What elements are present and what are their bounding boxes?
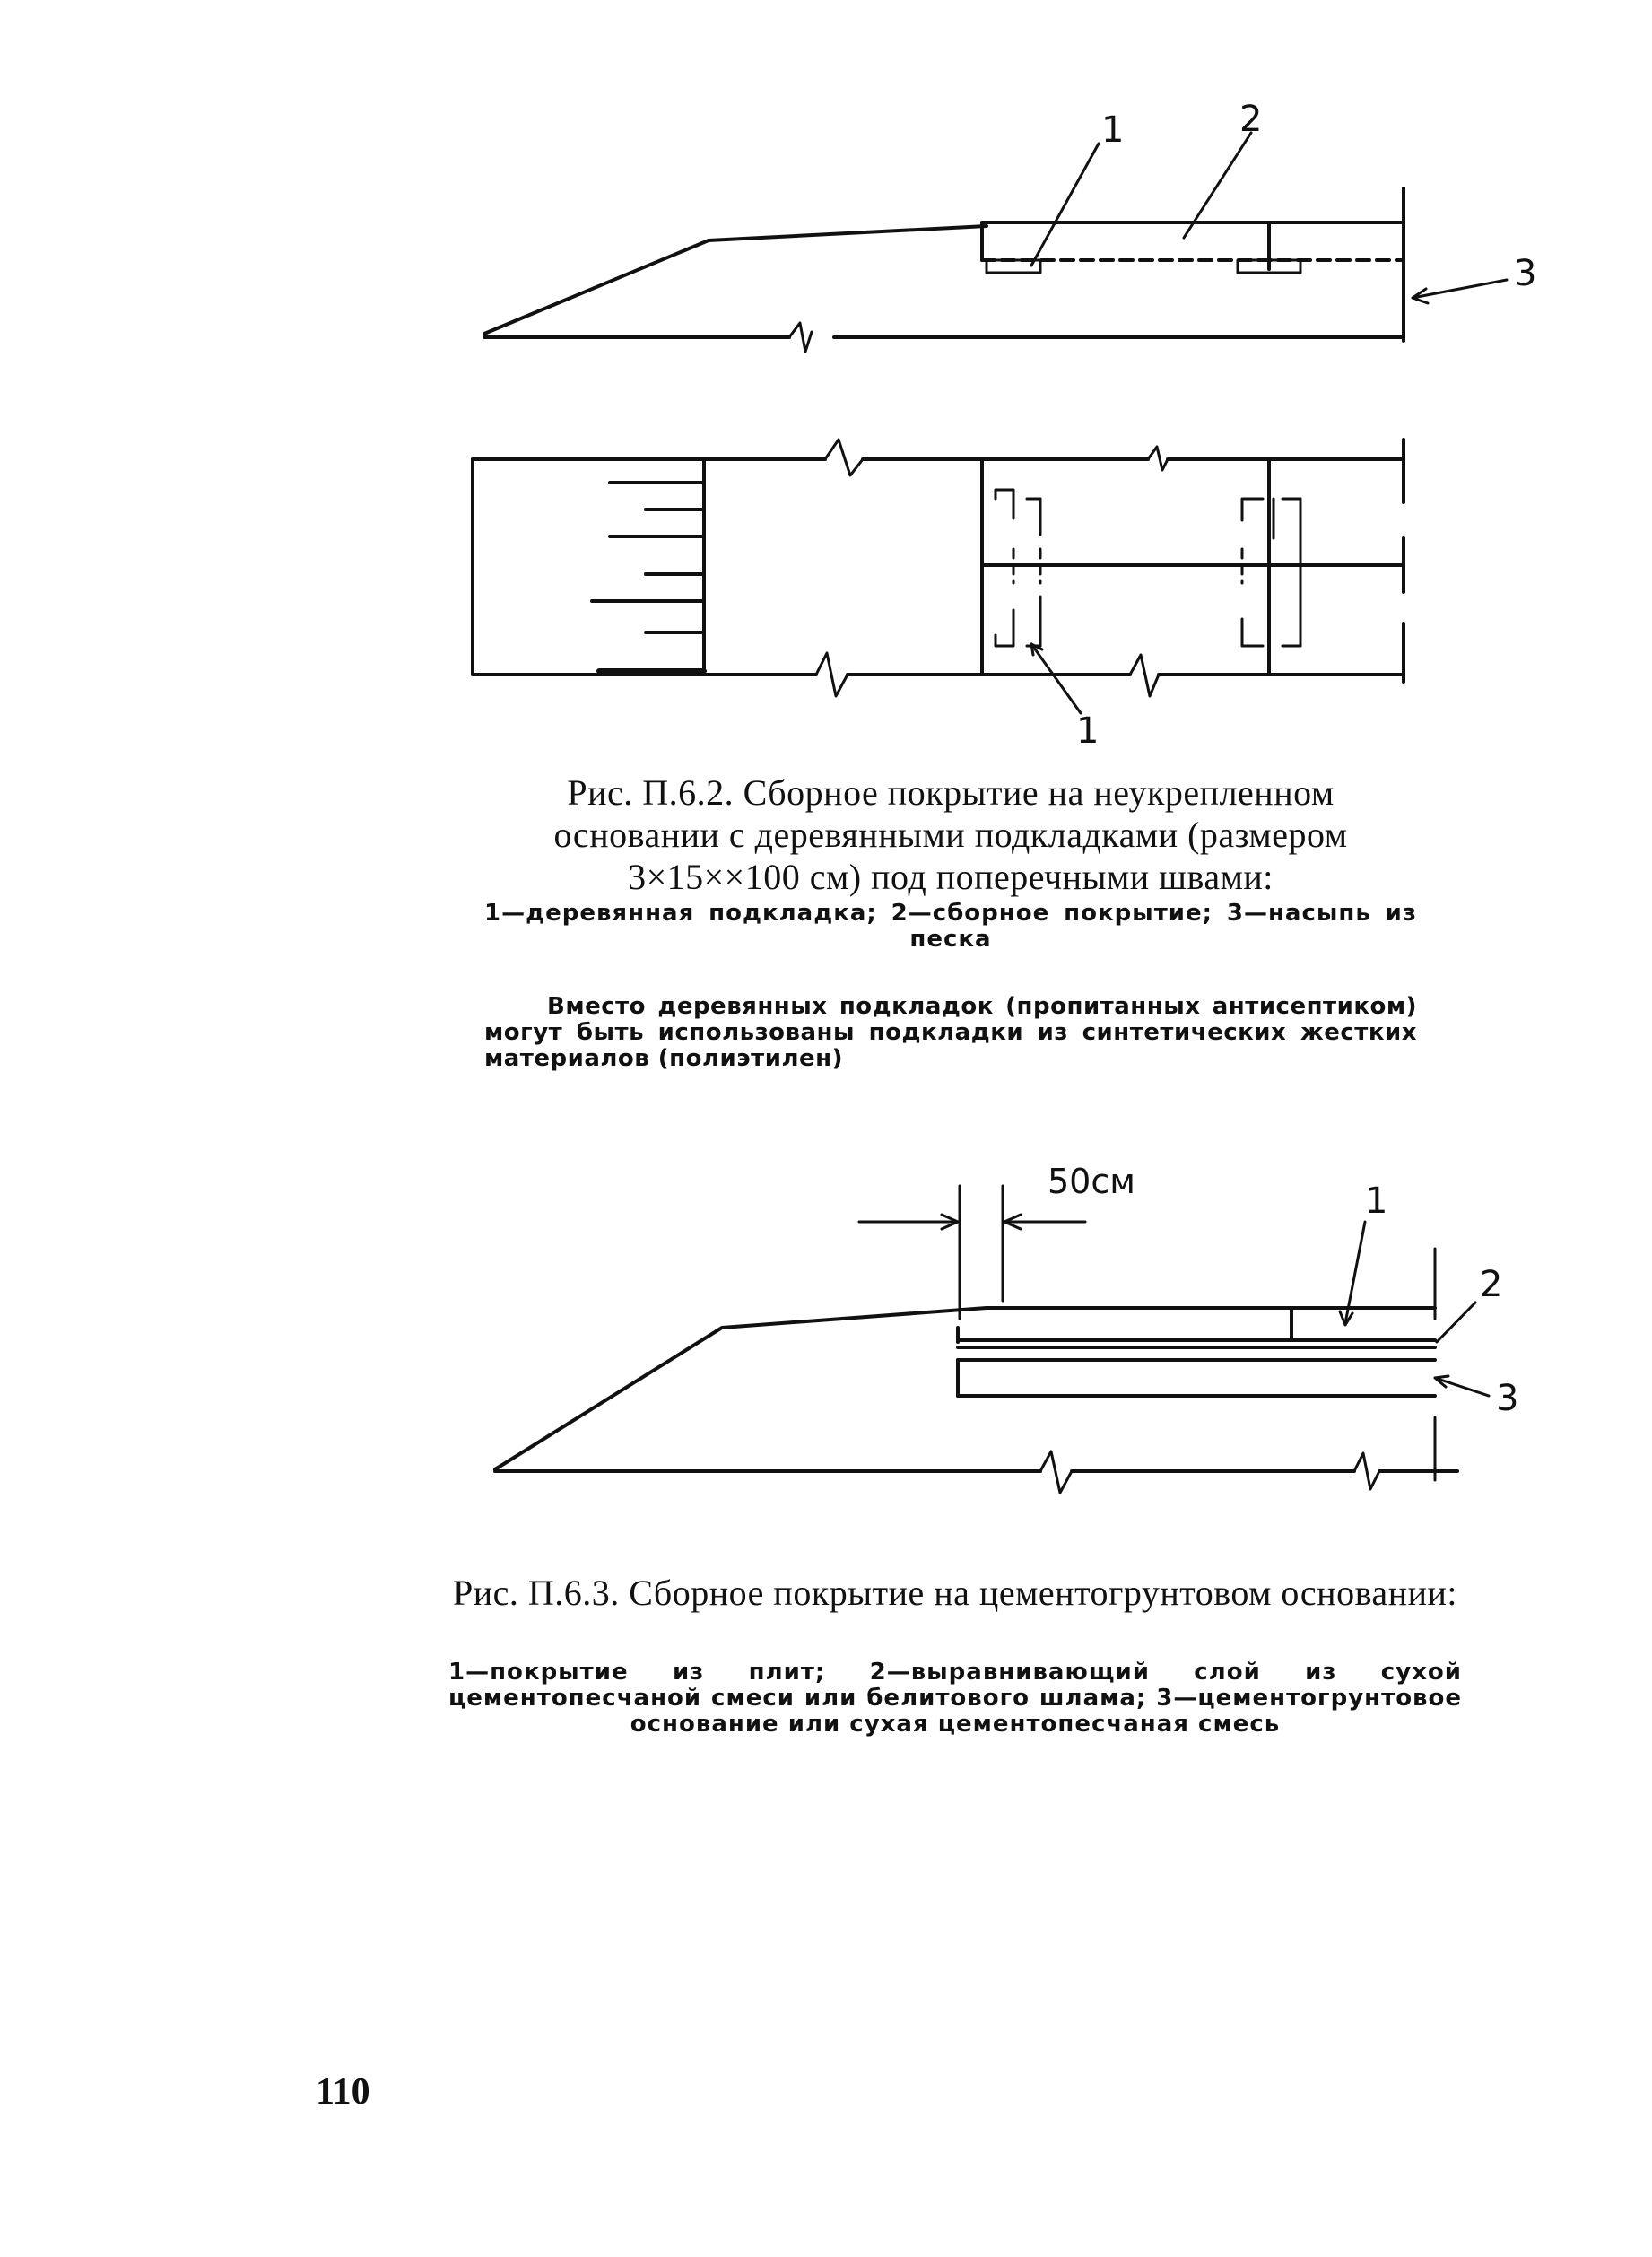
figure-6-2-legend: 1—деревянная подкладка; 2—сборное покрытие; 3—насыпь из песка (484, 900, 1417, 954)
figure-6-2-callout-2: 2 (1239, 99, 1263, 140)
note-paragraph: Вместо деревянных подкладок (пропитанных антисептиком) могут быть использованы подкладки из синтетических жестких материалов (полиэтилен) (484, 993, 1417, 1073)
figure-6-2-section-drawing (0, 90, 1652, 377)
figure-6-3-caption-title: Рис. П.6.3. Сборное покрытие на цементогрунтовом основании: (452, 1573, 1458, 1613)
figure-6-3-section-drawing (0, 1148, 1652, 1525)
figure-6-3-legend: 1—покрытие из плит; 2—выравнивающий слой из сухой цементопесчаной смеси или белитового шлама; 3—цементогрунтовое основание или сухая цементопесчаная смесь (448, 1659, 1462, 1738)
figure-6-2-caption-title: Рис. П.6.2. Сборное покрытие на неукрепленном основании с деревянными подкладками (размером 3×15××100 см) под поперечными швами: (553, 772, 1348, 898)
figure-6-3-callout-2: 2 (1480, 1264, 1503, 1305)
figure-6-3-callout-1: 1 (1365, 1181, 1388, 1222)
figure-6-2-callout-3: 3 (1514, 253, 1537, 294)
page-number: 110 (316, 2071, 370, 2113)
figure-6-3-callout-3: 3 (1496, 1378, 1519, 1419)
figure-6-3-dimension-label: 50см (1048, 1162, 1135, 1201)
figure-6-2-callout-1-top: 1 (1101, 109, 1125, 151)
figure-6-2-plan-drawing (0, 422, 1652, 745)
figure-6-2-callout-1-bottom: 1 (1076, 710, 1100, 745)
